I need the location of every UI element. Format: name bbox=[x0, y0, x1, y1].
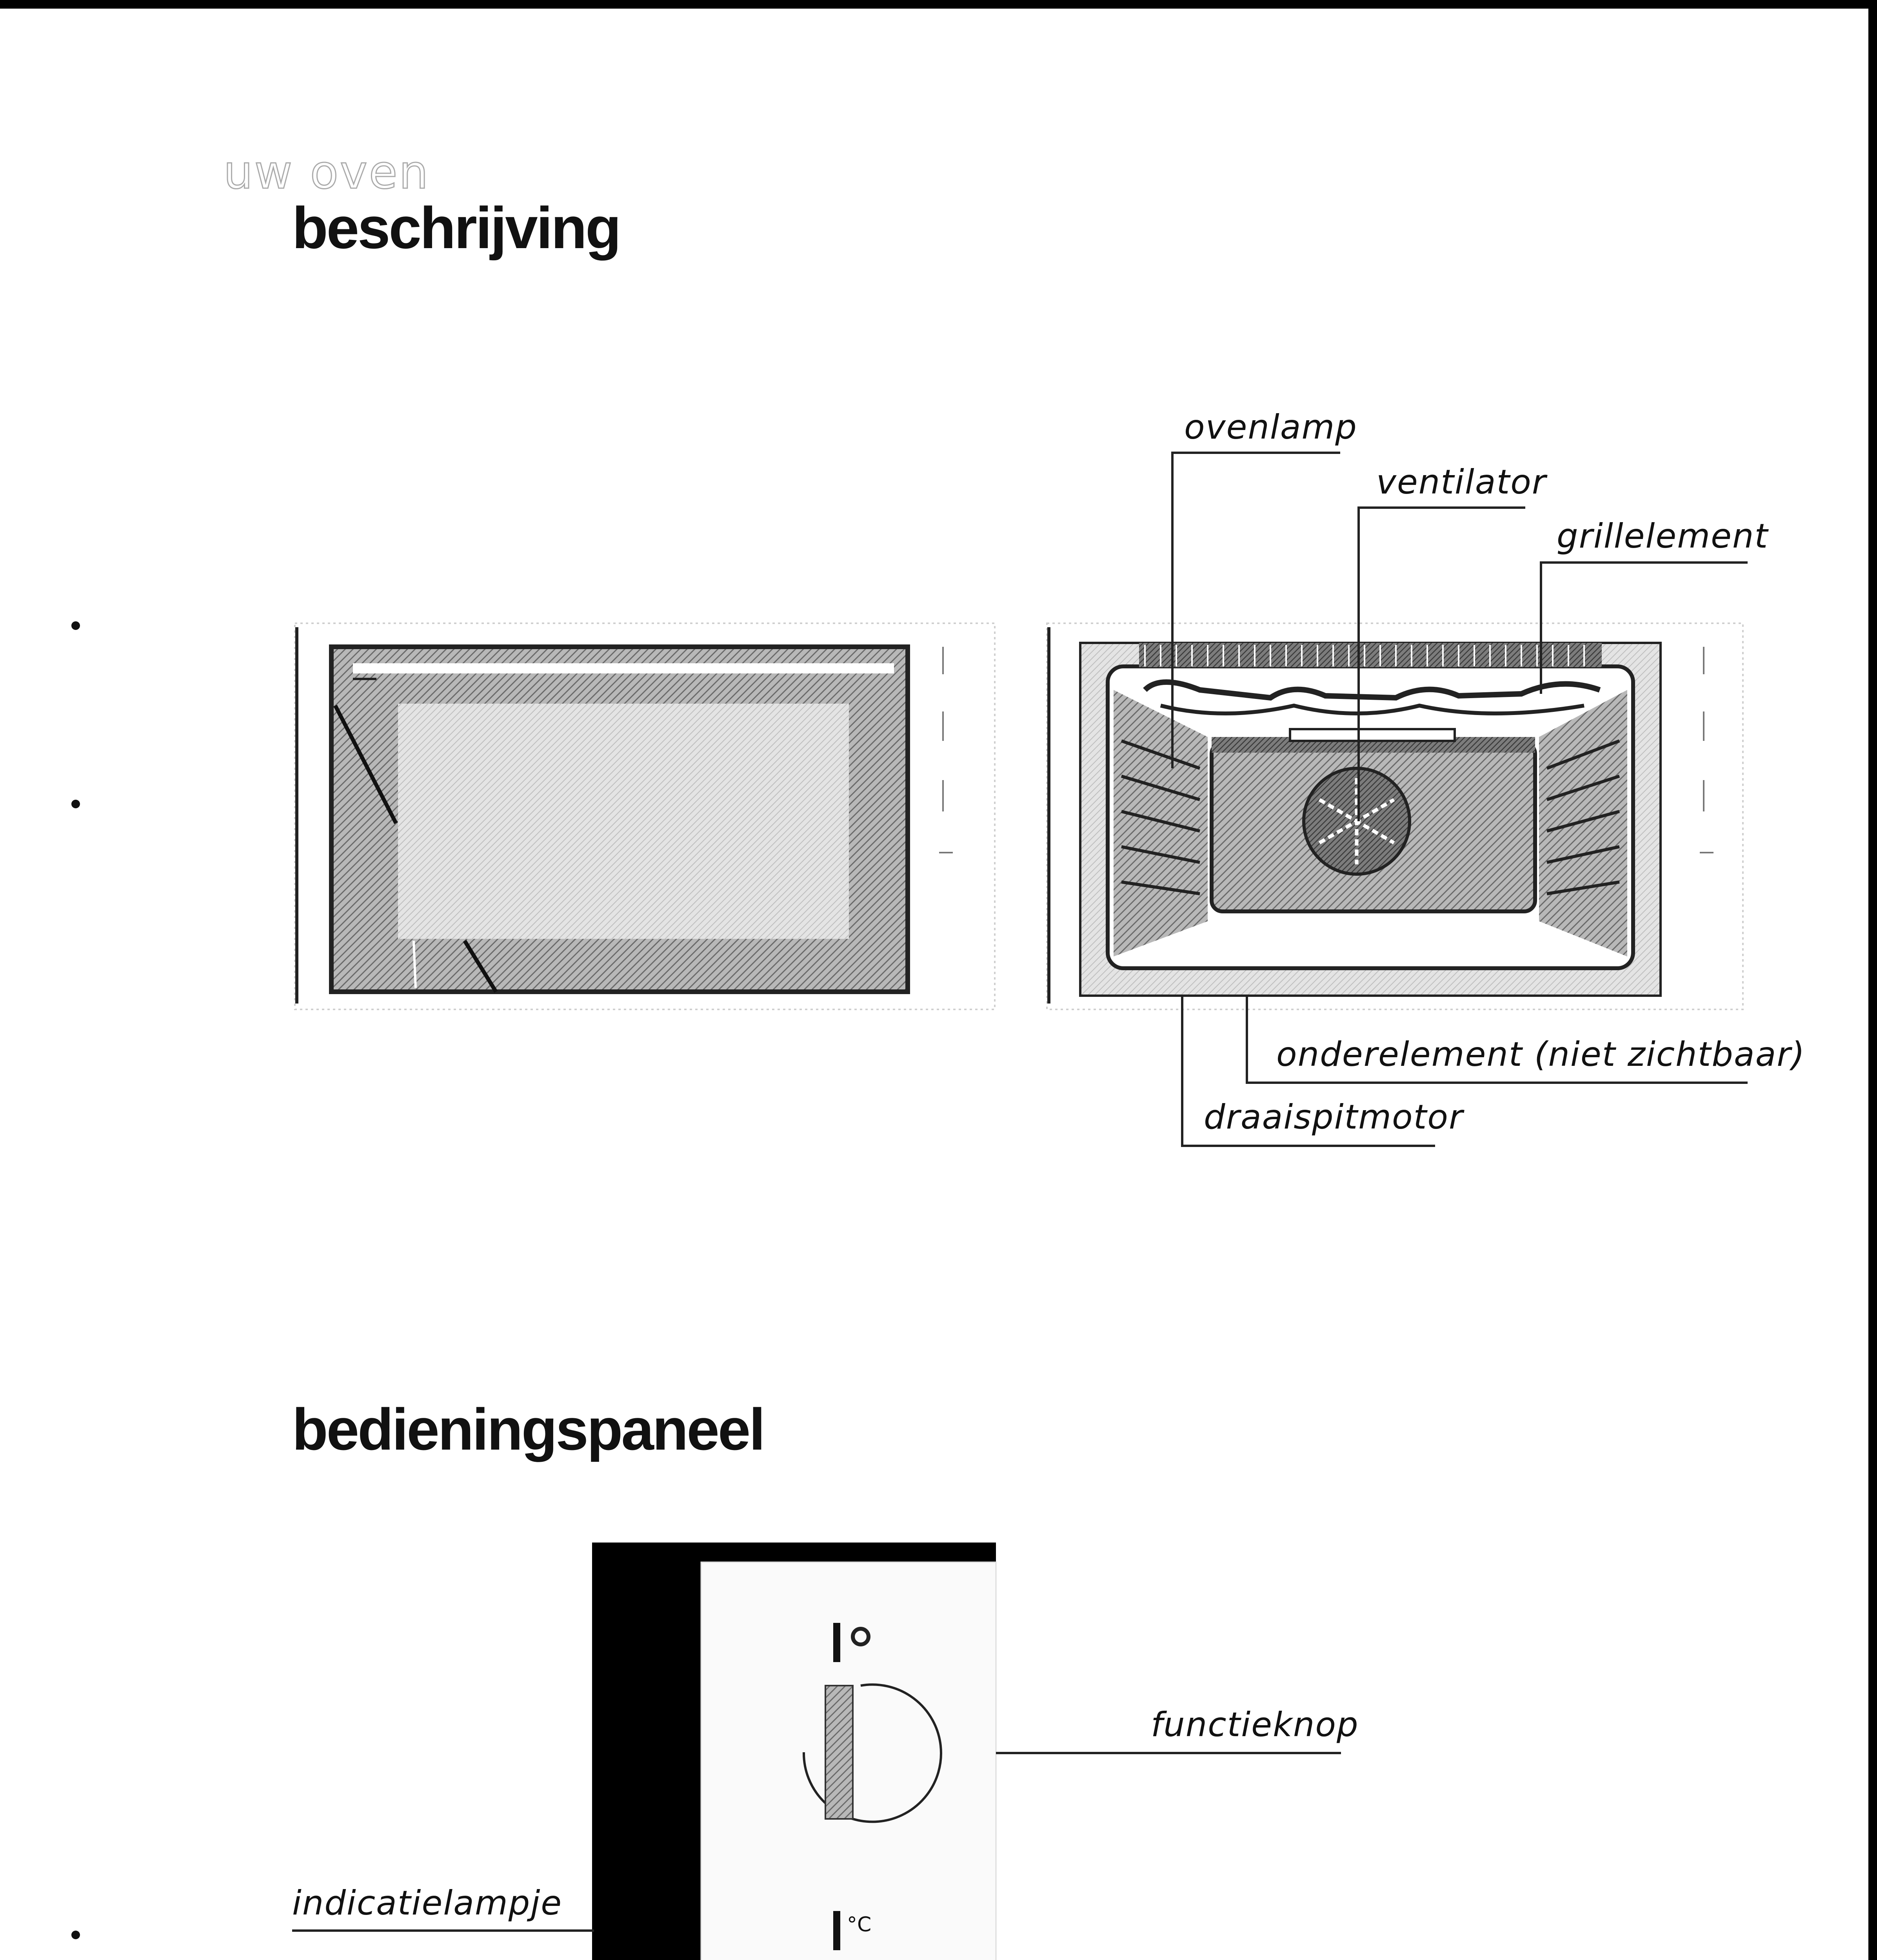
thermostat-symbol: °C bbox=[847, 1913, 872, 1936]
section-kicker: uw oven bbox=[223, 145, 430, 199]
label-draaispitmotor: draaispitmotor bbox=[1204, 1098, 1464, 1137]
label-indicatielampje: indicatielampje bbox=[292, 1884, 563, 1923]
control-panel-illustration bbox=[592, 1543, 996, 1960]
page-title: beschrijving bbox=[292, 195, 620, 261]
oven-open-illustration bbox=[1047, 623, 1743, 1009]
label-functieknop: functieknop bbox=[1151, 1705, 1359, 1744]
oven-closed-illustration bbox=[295, 623, 995, 1009]
section-title-control-panel: bedieningspaneel bbox=[292, 1396, 764, 1462]
label-onderelement: onderelement (niet zichtbaar) bbox=[1276, 1035, 1806, 1074]
label-ventilator: ventilator bbox=[1376, 463, 1547, 502]
label-ovenlamp: ovenlamp bbox=[1184, 408, 1357, 447]
label-grillelement: grillelement bbox=[1557, 517, 1769, 556]
